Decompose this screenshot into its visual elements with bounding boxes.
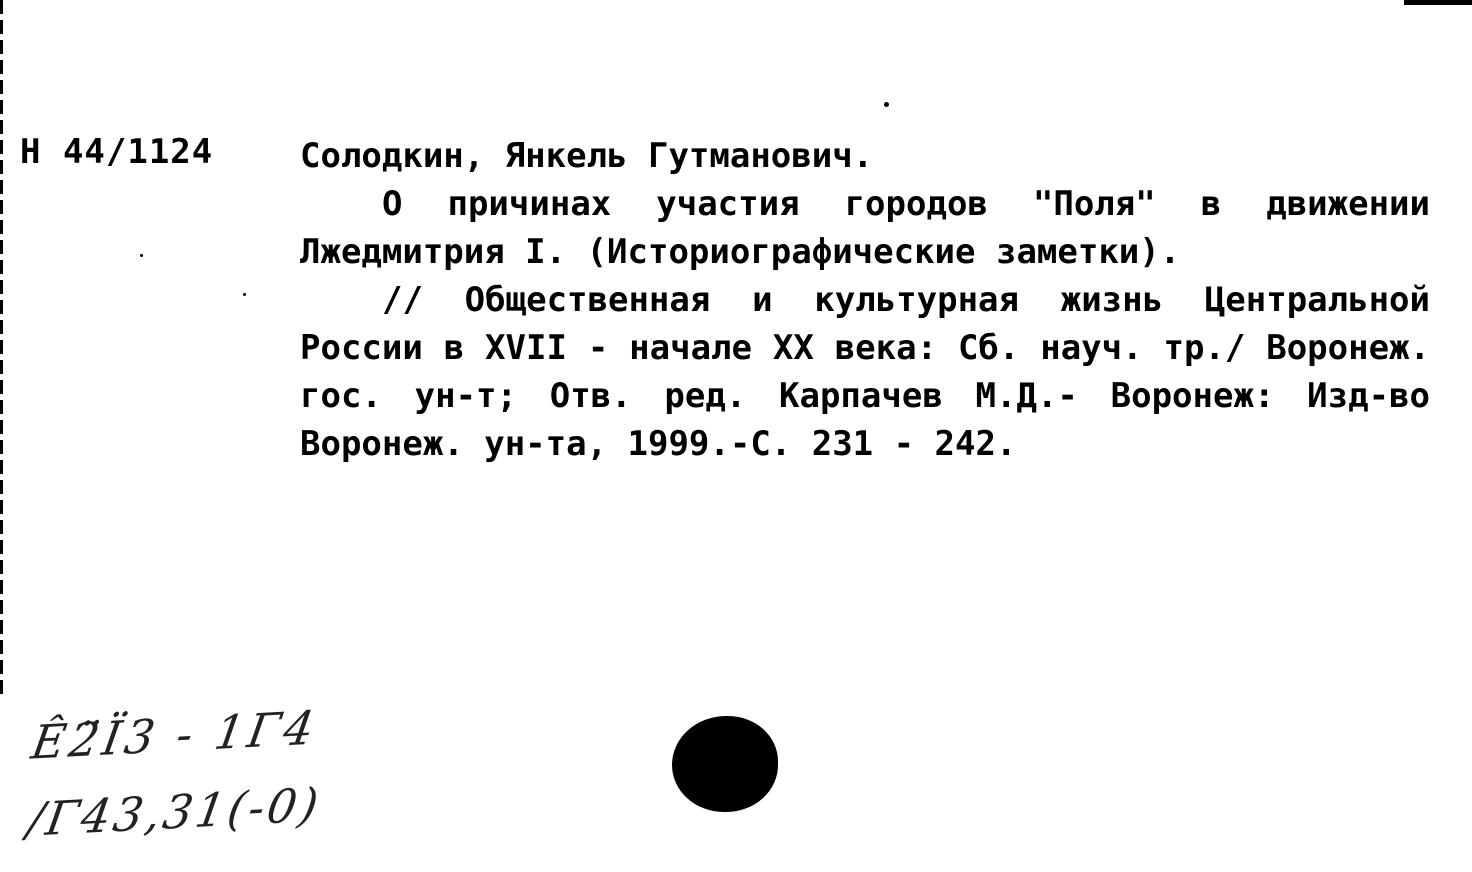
handwritten-index: /Γ43,31(-0) bbox=[23, 777, 325, 847]
speck bbox=[884, 102, 889, 107]
card-edge-marks bbox=[0, 0, 3, 700]
author-name: Солодкин, Янкель Гутманович. bbox=[300, 136, 874, 176]
speck bbox=[140, 254, 143, 257]
source-paragraph: // Общественная и культурная жизнь Центральной России в XVII - начале XX века: Сб. науч. тр./ Воронеж. гос. ун-т; Отв. ред. Карпачев М.Д.- Воронеж: Изд-во Воронеж. ун-та, 1999.-С. 231 - 242. bbox=[300, 280, 1430, 464]
shelfmark: Н 44/1124 bbox=[20, 132, 214, 172]
top-right-rule bbox=[1404, 0, 1472, 5]
bibliographic-entry bbox=[300, 132, 1430, 468]
speck bbox=[243, 293, 246, 296]
punch-hole bbox=[672, 716, 778, 812]
handwritten-classification: Ê2̈Ϊ3 - 1Γ4 bbox=[27, 700, 322, 770]
title-paragraph: О причинах участия городов "Поля" в движении Лжедмитрия I. (Историографические заметки). bbox=[300, 184, 1430, 272]
